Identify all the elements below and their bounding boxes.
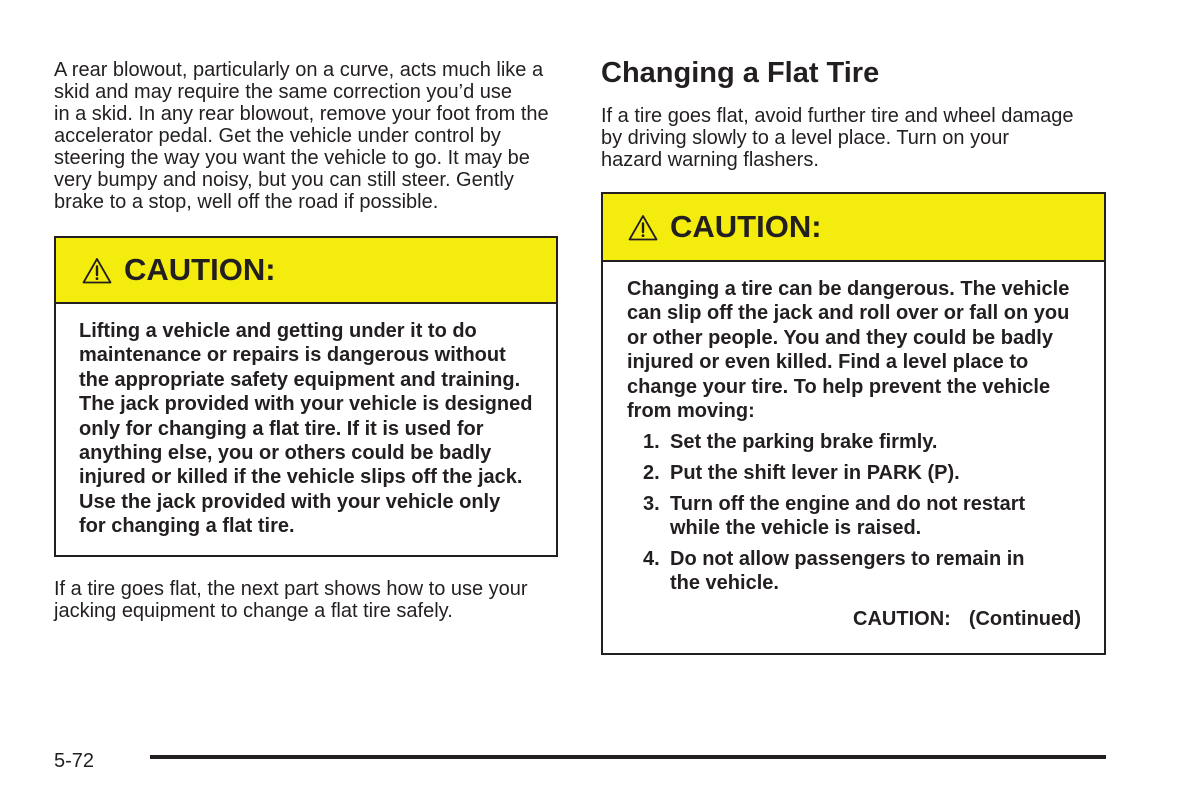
step-text — [670, 492, 1025, 541]
continued-text: (Continued) — [968, 607, 1081, 630]
paragraph-line: by driving slowly to a level place. Turn on your — [601, 127, 1009, 149]
step-number: 1. — [643, 430, 660, 453]
step-text — [670, 430, 938, 454]
step-text-line: Put the shift lever in PARK (P). — [670, 461, 960, 484]
step-text — [670, 547, 1025, 596]
flat-tire-paragraph — [601, 105, 1074, 171]
step-text-line: Do not allow passengers to remain in — [670, 548, 1025, 571]
step-item — [627, 430, 1081, 454]
warning-triangle-icon — [82, 257, 112, 284]
paragraph-line: skid and may require the same correction you’d use — [54, 81, 513, 103]
caution-body-line: injured or killed if the vehicle slips off the jack. — [79, 466, 523, 489]
caution-body-line: change your tire. To help prevent the vehicle — [627, 375, 1051, 398]
jack-caution-box — [54, 236, 558, 557]
caution-header — [603, 194, 1104, 262]
caution-body-line: The jack provided with your vehicle is designed — [79, 393, 533, 416]
step-number: 2. — [643, 461, 660, 484]
caution-body-line: Use the jack provided with your vehicle only — [79, 490, 501, 513]
caution-body-line: from moving: — [627, 400, 755, 423]
caution-body — [56, 304, 556, 539]
caution-body-line: maintenance or repairs is dangerous without — [79, 344, 506, 367]
step-item — [627, 492, 1081, 541]
next-part-paragraph — [54, 578, 528, 622]
step-item — [627, 547, 1081, 596]
paragraph-line: steering the way you want the vehicle to go. It may be — [54, 147, 530, 169]
footer-rule — [150, 755, 1106, 759]
step-number: 4. — [643, 548, 660, 571]
caution-header — [56, 238, 556, 304]
step-text-line: Turn off the engine and do not restart — [670, 492, 1026, 515]
warning-triangle-icon — [628, 214, 658, 241]
step-text-line: the vehicle. — [670, 572, 779, 595]
caution-body-line: can slip off the jack and roll over or fall on you — [627, 302, 1070, 325]
continued-label: CAUTION: — [853, 607, 951, 630]
paragraph-line: accelerator pedal. Get the vehicle under control by — [54, 125, 501, 147]
caution-body-line: the appropriate safety equipment and training. — [79, 368, 521, 391]
caution-body-line: Changing a tire can be dangerous. The vehicle — [627, 278, 1070, 300]
caution-body-line: or other people. You and they could be badly — [627, 326, 1053, 349]
paragraph-line: If a tire goes flat, the next part shows how to use your — [54, 578, 528, 600]
tire-change-caution-box — [601, 192, 1106, 655]
step-text-line: while the vehicle is raised. — [670, 517, 922, 540]
paragraph-line: brake to a stop, well off the road if possible. — [54, 191, 439, 213]
paragraph-line: If a tire goes flat, avoid further tire and wheel damage — [601, 105, 1074, 127]
caution-body-line: for changing a flat tire. — [79, 515, 295, 538]
page-number: 5-72 — [54, 750, 95, 772]
paragraph-line: A rear blowout, particularly on a curve, acts much like a — [54, 59, 544, 81]
step-item — [627, 461, 1081, 485]
caution-body — [603, 262, 1104, 631]
step-text — [670, 461, 960, 485]
caution-title: CAUTION: — [124, 252, 276, 287]
paragraph-line: in a skid. In any rear blowout, remove your foot from the — [54, 103, 549, 125]
caution-body-line: Lifting a vehicle and getting under it to do — [79, 320, 477, 342]
rear-blowout-paragraph — [54, 59, 549, 213]
caution-body-line: anything else, you or others could be badly — [79, 442, 492, 465]
step-text-line: Set the parking brake firmly. — [670, 430, 938, 453]
caution-title: CAUTION: — [670, 209, 822, 244]
step-number: 3. — [643, 492, 660, 515]
section-heading: Changing a Flat Tire — [601, 57, 880, 89]
paragraph-line: jacking equipment to change a flat tire safely. — [54, 600, 453, 622]
paragraph-line: hazard warning flashers. — [601, 149, 819, 171]
caution-body-line: only for changing a flat tire. If it is used for — [79, 417, 484, 440]
paragraph-line: very bumpy and noisy, but you can still steer. Gently — [54, 169, 514, 191]
caution-continued-note — [627, 607, 1081, 631]
caution-body-line: injured or even killed. Find a level place to — [627, 351, 1029, 374]
